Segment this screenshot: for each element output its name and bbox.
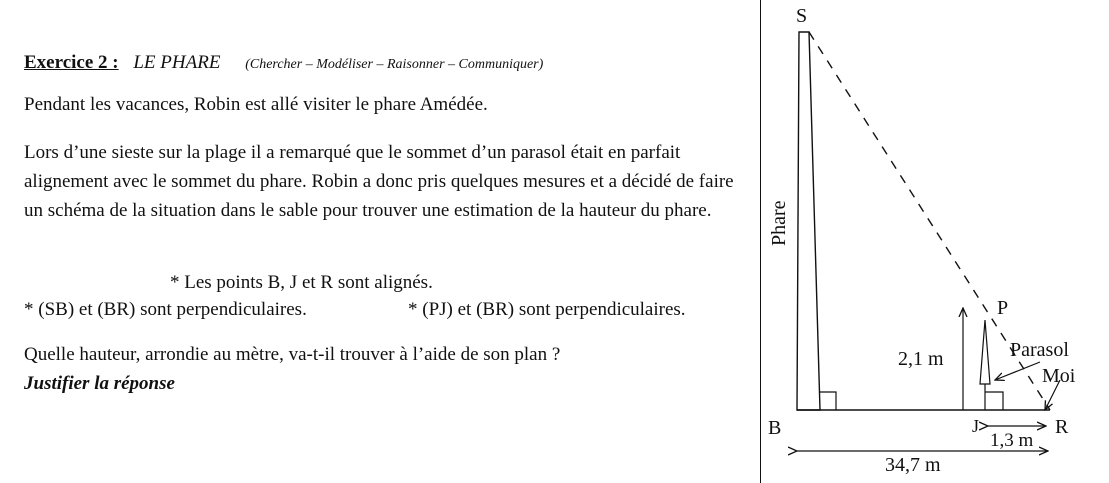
condition-aligned: * Les points B, J et R sont alignés. bbox=[170, 272, 433, 293]
parasol-label: Parasol bbox=[1010, 339, 1069, 361]
condition-perp-pj-br: * (PJ) et (BR) sont perpendiculaires. bbox=[408, 299, 686, 320]
moi-label: Moi bbox=[1042, 365, 1076, 387]
phare-label: Phare bbox=[768, 200, 790, 246]
right-angle-b bbox=[820, 392, 836, 410]
point-b-label: B bbox=[768, 417, 782, 439]
exercise-label: Exercice 2 : bbox=[24, 52, 119, 73]
exercise-name: LE PHARE bbox=[133, 52, 221, 73]
right-angle-j bbox=[985, 392, 1003, 410]
parasol-pointer bbox=[995, 362, 1040, 380]
height-pj-label: 2,1 m bbox=[898, 348, 944, 370]
justify-instruction: Justifier la réponse bbox=[24, 373, 175, 394]
parasol-shape bbox=[980, 320, 990, 384]
dist-br-label: 34,7 m bbox=[885, 454, 941, 476]
lighthouse-shape bbox=[797, 32, 820, 410]
context-paragraph: Lors d’une sieste sur la plage il a remarqué que le sommet d’un parasol était en parfait alignement avec le sommet du phare. Robin a donc pris quelques mesures et a décidé de faire un schéma de la situation dans le sable pour trouver une estimation de la hauteur du phare. bbox=[24, 142, 734, 221]
point-s-label: S bbox=[796, 5, 808, 27]
point-r-label: R bbox=[1055, 416, 1069, 438]
intro-paragraph: Pendant les vacances, Robin est allé visiter le phare Amédée. bbox=[24, 94, 488, 115]
condition-perp-sb-br: * (SB) et (BR) sont perpendiculaires. bbox=[24, 299, 307, 320]
dist-jr-label: 1,3 m bbox=[990, 430, 1034, 451]
point-j-label: J bbox=[972, 416, 980, 436]
question-text: Quelle hauteur, arrondie au mètre, va-t-il trouver à l’aide de son plan ? bbox=[24, 344, 561, 365]
exercise-skills: (Chercher – Modéliser – Raisonner – Communiquer) bbox=[245, 57, 544, 72]
point-p-label: P bbox=[997, 297, 1009, 319]
